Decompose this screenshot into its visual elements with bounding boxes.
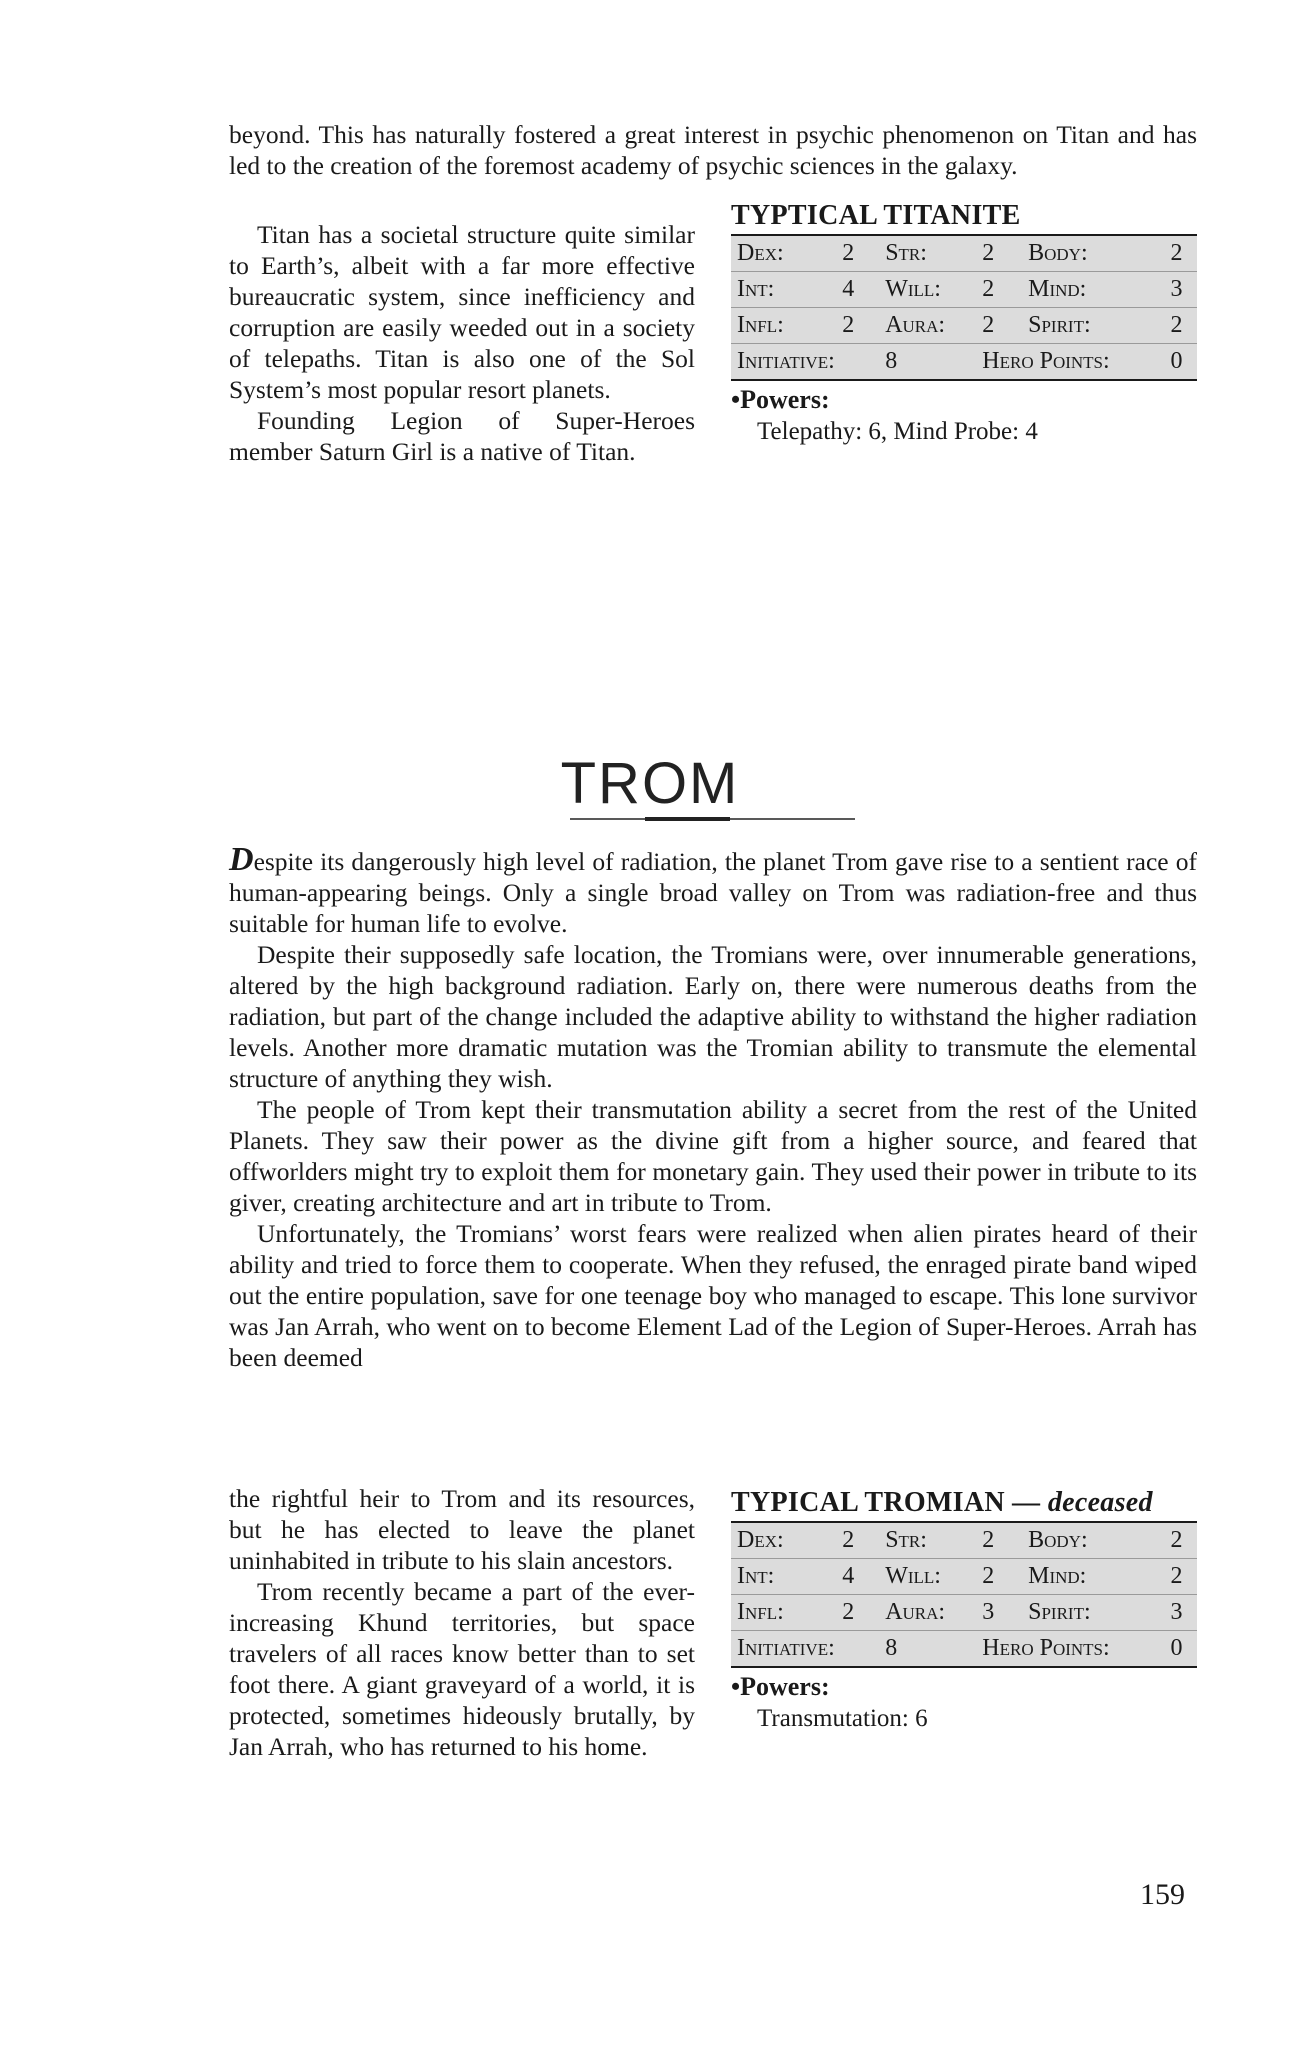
stat-label: Int: bbox=[731, 1559, 836, 1595]
trom-body bbox=[229, 841, 1197, 1373]
stat-label: Int: bbox=[731, 272, 836, 308]
trom-column bbox=[229, 1483, 695, 1762]
hero-points-value: 0 bbox=[1170, 348, 1183, 374]
intro-text bbox=[229, 119, 1197, 181]
hero-points-label: Hero Points: bbox=[982, 348, 1110, 374]
initiative-label: Initiative: bbox=[737, 1635, 835, 1661]
trom-paragraph-pirates: Unfortunately, the Tromians’ worst fears were realized when alien pirates heard of their ability and tried to force them to cooperate. When they refused, the enraged pirate band wiped out the entire population, save for one teenage boy who managed to escape. This lone survivor was Jan Arrah, who went on to become Element Lad of the Legion of Super-Heroes. Arrah has been deemed bbox=[229, 1219, 1197, 1372]
trom-paragraph-secret: The people of Trom kept their transmutation ability a secret from the rest of the United Planets. They saw their power as the divine gift from a higher source, and feared that offworlders might try to exploit them for monetary gain. They used their power in tribute to its giver, creating architecture and art in tribute to Trom. bbox=[229, 1095, 1197, 1217]
trom-paragraph-heir: the rightful heir to Trom and its resources, but he has elected to leave the planet uninhabited in tribute to his slain ancestors. bbox=[229, 1484, 695, 1575]
trom-paragraph-origin bbox=[229, 841, 1197, 939]
stat-value: 4 bbox=[836, 1559, 879, 1595]
stat-label: Spirit: bbox=[1022, 308, 1164, 344]
stat-value: 3 bbox=[1165, 1595, 1197, 1631]
stat-label: Mind: bbox=[1022, 272, 1164, 308]
initiative-value: 8 bbox=[885, 1635, 898, 1661]
stat-label: Body: bbox=[1022, 1522, 1164, 1559]
stat-value: 2 bbox=[836, 235, 879, 272]
stat-value: 2 bbox=[1165, 1559, 1197, 1595]
trom-paragraph-mutation: Despite their supposedly safe location, the Tromians were, over innumerable generations, altered by the high background radiation. Early on, there were numerous deaths from the radiation, but part of the change included the adaptive ability to withstand the higher radiation levels. Another more dramatic mutation was the Tromian ability to transmute the elemental structure of anything they wish. bbox=[229, 940, 1197, 1093]
powers-list: Telepathy: 6, Mind Probe: 4 bbox=[757, 418, 1038, 445]
stat-value: 2 bbox=[976, 1559, 1022, 1595]
trom-section-heading bbox=[0, 752, 1300, 816]
stat-row bbox=[731, 308, 1197, 344]
stat-box-title: TYPTICAL TITANITE bbox=[731, 200, 1021, 231]
stat-value: 2 bbox=[976, 272, 1022, 308]
stat-box-title bbox=[731, 1487, 1197, 1519]
titan-paragraph-saturn-girl: Founding Legion of Super-Heroes member Saturn Girl is a native of Titan. bbox=[229, 406, 695, 466]
stat-value: 3 bbox=[976, 1595, 1022, 1631]
stat-value: 2 bbox=[836, 308, 879, 344]
stat-label: Aura: bbox=[879, 308, 976, 344]
powers-heading: •Powers: bbox=[731, 1672, 830, 1701]
stat-value: 4 bbox=[836, 272, 879, 308]
stat-value: 2 bbox=[976, 1522, 1022, 1559]
stat-label: Str: bbox=[879, 235, 976, 272]
stat-label: Mind: bbox=[1022, 1559, 1164, 1595]
trom-paragraph-origin-text: espite its dangerously high level of radiation, the planet Trom gave rise to a sentient race of human-appearing beings. Only a single broad valley on Trom was radiation-free and thus suitable for human life to evolve. bbox=[229, 847, 1197, 938]
tromian-stat-box bbox=[731, 1487, 1197, 1734]
stat-label: Infl: bbox=[731, 308, 836, 344]
drop-cap: D bbox=[229, 841, 254, 878]
trom-paragraph-khund: Trom recently became a part of the ever-increasing Khund territories, but space travelers of all races know better than to set foot there. A giant graveyard of a world, it is protected, sometimes hideously brutally, by Jan Arrah, who has returned to his home. bbox=[229, 1577, 695, 1761]
stat-label: Will: bbox=[879, 1559, 976, 1595]
stat-table bbox=[731, 234, 1197, 381]
stat-row-initiative bbox=[731, 344, 1197, 381]
stat-value: 2 bbox=[976, 235, 1022, 272]
stat-label: Infl: bbox=[731, 1595, 836, 1631]
stat-value: 2 bbox=[836, 1522, 879, 1559]
stat-label: Str: bbox=[879, 1522, 976, 1559]
powers-list: Transmutation: 6 bbox=[757, 1705, 928, 1732]
stat-value: 2 bbox=[1165, 308, 1197, 344]
titan-paragraph-society: Titan has a societal structure quite similar to Earth’s, albeit with a far more effective bureaucratic system, since inefficiency and corruption are easily weeded out in a society of telepaths. Titan is also one of the Sol System’s most popular resort planets. bbox=[229, 220, 695, 404]
stat-table bbox=[731, 1521, 1197, 1668]
stat-box-title-suffix: — deceased bbox=[1012, 1487, 1153, 1518]
intro-paragraph: beyond. This has naturally fostered a great interest in psychic phenomenon on Titan and has led to the creation of the foremost academy of psychic sciences in the galaxy. bbox=[229, 120, 1197, 180]
initiative-value: 8 bbox=[885, 348, 898, 374]
stat-row-initiative bbox=[731, 1631, 1197, 1668]
stat-box-title-main: TYPICAL TROMIAN bbox=[731, 1487, 1005, 1518]
section-title: TROM bbox=[560, 751, 740, 816]
stat-value: 2 bbox=[976, 308, 1022, 344]
stat-label: Aura: bbox=[879, 1595, 976, 1631]
stat-value: 3 bbox=[1165, 272, 1197, 308]
powers-heading: •Powers: bbox=[731, 385, 830, 414]
stat-row bbox=[731, 1522, 1197, 1559]
page-number: 159 bbox=[1140, 1878, 1185, 1911]
stat-value: 2 bbox=[1165, 235, 1197, 272]
titanite-stat-box bbox=[731, 200, 1197, 447]
stat-row bbox=[731, 235, 1197, 272]
stat-value: 2 bbox=[1165, 1522, 1197, 1559]
stat-label: Body: bbox=[1022, 235, 1164, 272]
hero-points-value: 0 bbox=[1170, 1635, 1183, 1661]
hero-points-label: Hero Points: bbox=[982, 1635, 1110, 1661]
stat-label: Spirit: bbox=[1022, 1595, 1164, 1631]
stat-row bbox=[731, 1595, 1197, 1631]
initiative-label: Initiative: bbox=[737, 348, 835, 374]
stat-row bbox=[731, 1559, 1197, 1595]
stat-value: 2 bbox=[836, 1595, 879, 1631]
stat-row bbox=[731, 272, 1197, 308]
titan-column bbox=[229, 219, 695, 467]
title-rule-ornament bbox=[570, 816, 855, 822]
stat-label: Dex: bbox=[731, 1522, 836, 1559]
stat-label: Will: bbox=[879, 272, 976, 308]
stat-label: Dex: bbox=[731, 235, 836, 272]
